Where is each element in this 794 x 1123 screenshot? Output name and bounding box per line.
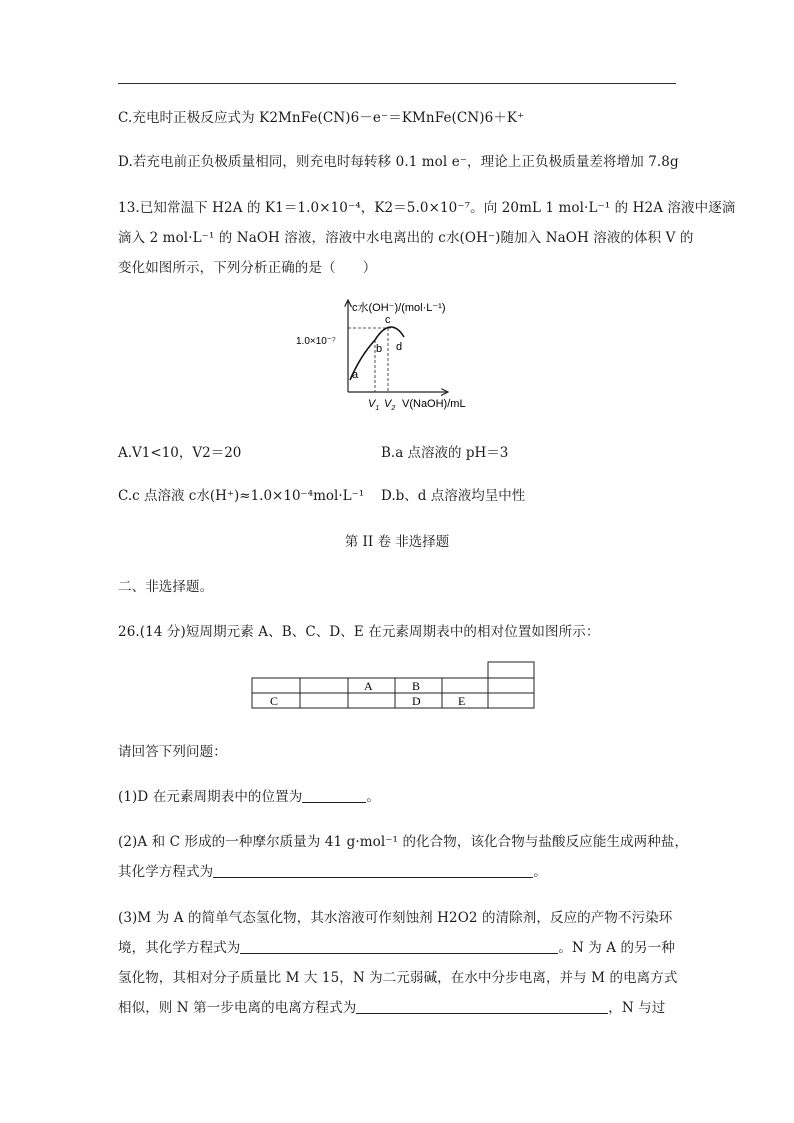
q26-part2-text: 其化学方程式为 [118, 864, 214, 880]
xtick-v2: $V_2$ [384, 398, 396, 412]
q26-part1-text: (1)D 在元素周期表中的位置为 [118, 789, 303, 805]
cell-a: A [364, 679, 373, 693]
q26-part3-line2 [118, 936, 675, 956]
q26-part3-text-a: 境，其化学方程式为 [118, 940, 241, 956]
point-a: a [352, 369, 359, 381]
option-13-a: A.V1<10，V2＝20 [118, 445, 242, 461]
cell-b: B [412, 679, 421, 693]
q26-part2-line2 [118, 860, 547, 880]
q26-part3-text-c: 相似，则 N 第一步电离的电离方程式为 [118, 1000, 357, 1016]
graph-ylabel: c水(OH⁻)/(mol·L⁻¹) [352, 302, 446, 314]
q13-line-1: 13.已知常温下 H2A 的 K1＝1.0×10⁻⁴，K2＝5.0×10⁻⁷。向 20mL 1 mol·L⁻¹ 的 H2A 溶液中逐滴 [118, 200, 736, 216]
option-12-c: C.充电时正极反应式为 K2MnFe(CN)6－e⁻＝KMnFe(CN)6＋K⁺ [118, 110, 525, 126]
q13-graph [290, 294, 500, 414]
q26-part3-line4 [118, 996, 665, 1016]
option-13-b: B.a 点溶液的 pH＝3 [381, 445, 509, 461]
header-rule [118, 83, 676, 84]
cell-d: D [412, 694, 421, 708]
point-c: c [385, 314, 391, 326]
point-d: d [396, 341, 403, 353]
q13-line-3: 变化如图所示，下列分析正确的是（ ） [118, 260, 377, 276]
graph-ytick: 1.0×10⁻⁷ [296, 336, 336, 347]
q26-part1-end: 。 [366, 789, 380, 805]
point-b: b [376, 343, 383, 355]
section-title: 第 II 卷 非选择题 [344, 534, 450, 550]
section-heading: 二、非选择题。 [118, 579, 214, 595]
answer-blank[interactable] [240, 941, 558, 954]
q26-part3-text-d: ，N 与过 [608, 1000, 666, 1016]
q13-line-2: 滴入 2 mol·L⁻¹ 的 NaOH 溶液，溶液中水电离出的 c水(OH⁻)随加入 NaOH 溶液的体积 V 的 [118, 230, 694, 246]
q26-part3-line1: (3)M 为 A 的简单气态氢化物，其水溶液可作刻蚀剂 H2O2 的清除剂，反应的产物不污染环 [118, 910, 673, 926]
answer-blank[interactable] [213, 865, 533, 878]
graph-xlabel: V(NaOH)/mL [402, 398, 466, 410]
xtick-v1: $V_1$ [368, 398, 380, 412]
answer-blank[interactable] [302, 790, 366, 803]
option-13-c: C.c 点溶液 c水(H⁺)≈1.0×10⁻⁴mol·L⁻¹ [118, 488, 365, 504]
option-13-d: D.b、d 点溶液均呈中性 [381, 488, 526, 504]
q26-part2-line1: (2)A 和 C 形成的一种摩尔质量为 41 g·mol⁻¹ 的化合物，该化合物与盐酸反应能生成两种盐， [118, 834, 689, 850]
q26-prompt: 请回答下列问题： [118, 744, 227, 760]
cell-e: E [458, 694, 466, 708]
q26-part3-line3: 氢化物，其相对分子质量比 M 大 15，N 为二元弱碱，在水中分步电离，并与 M 的电离方式 [118, 970, 678, 986]
option-12-d: D.若充电前正负极质量相同，则充电时每转移 0.1 mol e⁻，理论上正负极质量差将增加 7.8g [118, 154, 679, 170]
q26-part1 [118, 785, 380, 805]
answer-blank[interactable] [356, 1001, 608, 1014]
q26-intro: 26.(14 分)短周期元素 A、B、C、D、E 在元素周期表中的相对位置如图所示： [118, 624, 600, 640]
cell-c: C [270, 694, 279, 708]
periodic-table-figure [250, 660, 540, 710]
q26-part3-text-b: 。N 为 A 的另一种 [558, 940, 675, 956]
q26-part2-end: 。 [533, 864, 547, 880]
